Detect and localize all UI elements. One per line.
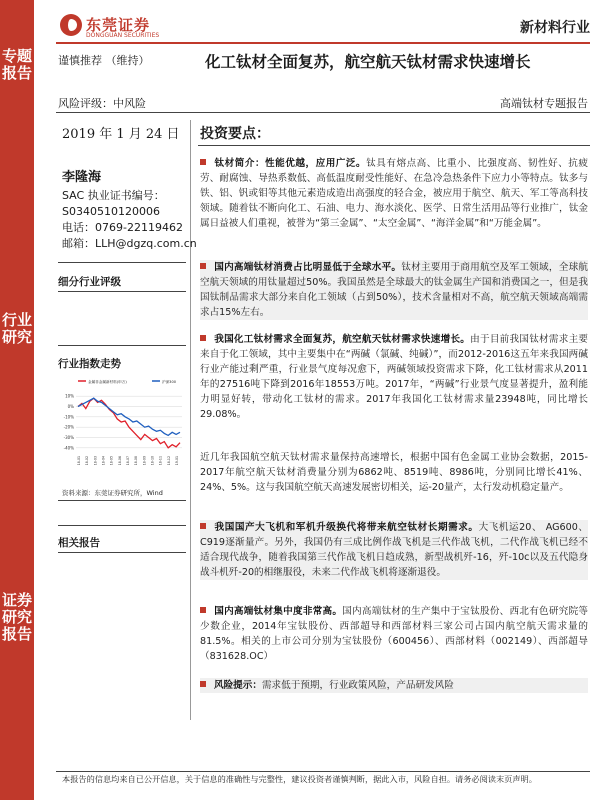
chart-svg <box>60 375 185 473</box>
x-tick-label: 18-09 <box>142 456 147 466</box>
source-divider <box>58 500 186 501</box>
logo-icon <box>60 14 82 36</box>
chart-source: 资料来源：东莞证券研究所，Wind <box>62 489 163 497</box>
bullet-square-icon <box>200 681 206 687</box>
bullet-body: 大飞机运20、 AG600、 C919逐渐量产。另外，我国仍有三成比例作战飞机是三代作战飞机，二代作战飞机已经不适合现代战争，随着我国第三代作战飞机日趋成熟，新型战机歼-16，歼-10c以及五代隐身战斗机歼-20的相继服役，未来二代作战飞机将逐渐退役。 <box>200 522 589 578</box>
report-title: 化工钛材全面复苏，航空航天钛材需求快速增长 <box>205 53 531 71</box>
bullet-heading: 我国化工钛材需求全面复苏，航空航天钛材需求快速增长。 <box>214 334 471 345</box>
investment-rating: 谨慎推荐 （维持） <box>58 54 150 67</box>
bullet-square-icon <box>200 335 206 341</box>
x-tick-label: 18-08 <box>134 456 139 466</box>
bullet-body: 国内高端钛材的生产集中于宝钛股份、西北有色研究院等少数企业，2014年宝钛股份、西部超导和西部材料三家公司占国内航空航天需求量的81.5%。相关的上市公司分别为宝钛股份（600456）、西部材料（002149）、西部超导（831628.OC） <box>200 606 589 662</box>
points-divider <box>198 145 590 146</box>
left-sidebar <box>0 0 34 800</box>
bullet-paragraph <box>200 450 588 495</box>
bullet-body: 钛材主要用于商用航空及军工领域，全球航空航天领域的用钛量超过50%。我国虽然是全球最大的钛金属生产国和消费国之一，但是我国钛制品需求大部分来自化工领域（占到50%），技术含量相对不高，航空航天领域高端需求占15%左右。 <box>200 262 589 318</box>
analyst-phone: 电话：0769-22119462 <box>62 221 183 234</box>
bullet-body: 需求低于预期，行业政策风险，产品研发风险 <box>261 680 454 691</box>
investment-points-heading: 投资要点： <box>200 126 270 142</box>
logo-text: 东莞证券 <box>86 16 151 34</box>
y-tick-label: -10% <box>63 414 74 420</box>
bullet-point <box>200 604 588 664</box>
x-tick-label: 18-03 <box>93 456 98 466</box>
bullet-body: 近几年我国航空航天钛材需求量保持高速增长，根据中国有色金属工业协会数据，2015-2017年航空航天钛材消费量分别为6862吨、8519吨、8986吨，分别同比增长41%、24%、5%。这与我国航空航天高速发展密切相关，运-20量产，太行发动机稳定量产。 <box>200 452 588 493</box>
report-date: 2019 年 1 月 24 日 <box>62 127 180 142</box>
bullet-point <box>200 260 588 320</box>
cert-label: SAC 执业证书编号： <box>62 189 165 202</box>
related-reports-label: 相关报告 <box>58 537 100 549</box>
bullet-heading: 我国国产大飞机和军机升级换代将带来航空钛材长期需求。 <box>214 522 479 533</box>
bullet-square-icon <box>200 523 206 529</box>
sidebar-doc-type: 证券 研究 报告 <box>1 591 32 643</box>
bullet-point <box>200 520 588 580</box>
footer-disclaimer: 本报告的信息均来自已公开信息，关于信息的准确性与完整性，建议投资者谨慎判断，据此入市，风险自担。请务必阅读末页声明。 <box>62 774 537 784</box>
y-tick-label: -40% <box>63 445 74 451</box>
title-divider <box>56 112 590 113</box>
x-tick-label: 18-04 <box>101 456 106 466</box>
report-subject: 高端钛材专题报告 <box>500 97 588 110</box>
logo-subtext: DONGGUAN SECURITIES <box>86 32 160 39</box>
sidebar-report-type: 专题 报告 <box>1 47 32 82</box>
x-tick-label: 18-12 <box>166 456 171 466</box>
bullet-heading: 国内高端钛材消费占比明显低于全球水平。 <box>214 262 402 273</box>
y-tick-label: -30% <box>63 435 74 440</box>
cert-number: S0340510120006 <box>62 205 160 218</box>
x-tick-label: 19-01 <box>175 456 179 466</box>
index-trend-label: 行业指数走势 <box>58 358 121 370</box>
index-trend-chart <box>60 375 185 473</box>
bullet-body: 钛具有熔点高、比重小、比强度高、韧性好、抗疲劳、耐腐蚀、导热系数低、高低温度耐受性能好、在急冷急热条件下应力小等特点。钛多与铁、铝、钒或钼等其他元素造成造出高强度的轻合金，被应用于航空、航天、军工等高科技领域。随着钛不断向化工、石油、电力、海水淡化、医学、日常生活用品等行业推广，钛金属日益被人们重视，被誉为“第三金属”、“太空金属”、“海洋金属”和“万能金属”。 <box>200 158 589 229</box>
bullet-square-icon <box>200 159 206 165</box>
related-section-underline <box>58 552 186 553</box>
bullet-point <box>200 332 588 422</box>
trend-section-divider <box>58 345 186 346</box>
sidebar-category: 行业 研究 <box>1 311 32 346</box>
y-tick-label: -20% <box>63 424 74 430</box>
analyst-info <box>62 170 197 252</box>
legend-label: 金属非金属新材料(申万) <box>88 380 127 384</box>
bullet-body: 由于目前我国钛材需求主要来自于化工领域，其中主要集中在“两碱（氯碱、纯碱）”，而2012-2016这五年来我国两碱行业产能过剩严重，行业景气度每况愈下，两碱领域投资需求下降，化工钛材需求从2011年的27516吨下降到2016年18553万吨。2017年，“两碱”行业景气度显著提升，盈利能力明显好转，带动化工钛材的需求。2017年我国化工钛材需求量23948吨，同比增长29.08%。 <box>200 334 589 420</box>
analyst-email[interactable]: 邮箱：LLH@dgzq.com.cn <box>62 237 197 250</box>
x-tick-label: 18-05 <box>109 456 114 466</box>
bullet-square-icon <box>200 607 206 613</box>
bullet-point <box>200 678 588 693</box>
x-tick-label: 18-10 <box>150 456 155 466</box>
bullet-heading: 国内高端钛材集中度非常高。 <box>214 606 343 617</box>
risk-rating: 风险评级：中风险 <box>58 97 146 110</box>
rating-section-divider <box>58 262 186 263</box>
bullet-heading: 钛材简介：性能优越，应用广泛。 <box>214 158 367 169</box>
x-tick-label: 18-07 <box>126 456 130 466</box>
footer-divider <box>56 771 590 772</box>
related-section-divider <box>58 525 186 526</box>
bullet-point <box>200 156 588 231</box>
x-tick-label: 18-01 <box>77 456 81 466</box>
x-tick-label: 18-06 <box>117 456 122 466</box>
y-tick-label: 0% <box>67 404 74 409</box>
rating-section-underline <box>58 291 186 292</box>
legend-label: 沪深300 <box>162 380 177 384</box>
analyst-name: 李隆海 <box>62 170 102 185</box>
y-tick-label: 10% <box>65 393 74 399</box>
bullet-heading: 风险提示： <box>214 680 262 691</box>
x-tick-label: 18-11 <box>158 456 163 466</box>
header-divider <box>56 42 590 44</box>
industry-label: 新材料行业 <box>520 20 590 36</box>
series-line <box>78 398 180 448</box>
sub-industry-rating-label: 细分行业评级 <box>58 276 121 288</box>
x-tick-label: 18-02 <box>85 456 90 466</box>
bullet-square-icon <box>200 263 206 269</box>
